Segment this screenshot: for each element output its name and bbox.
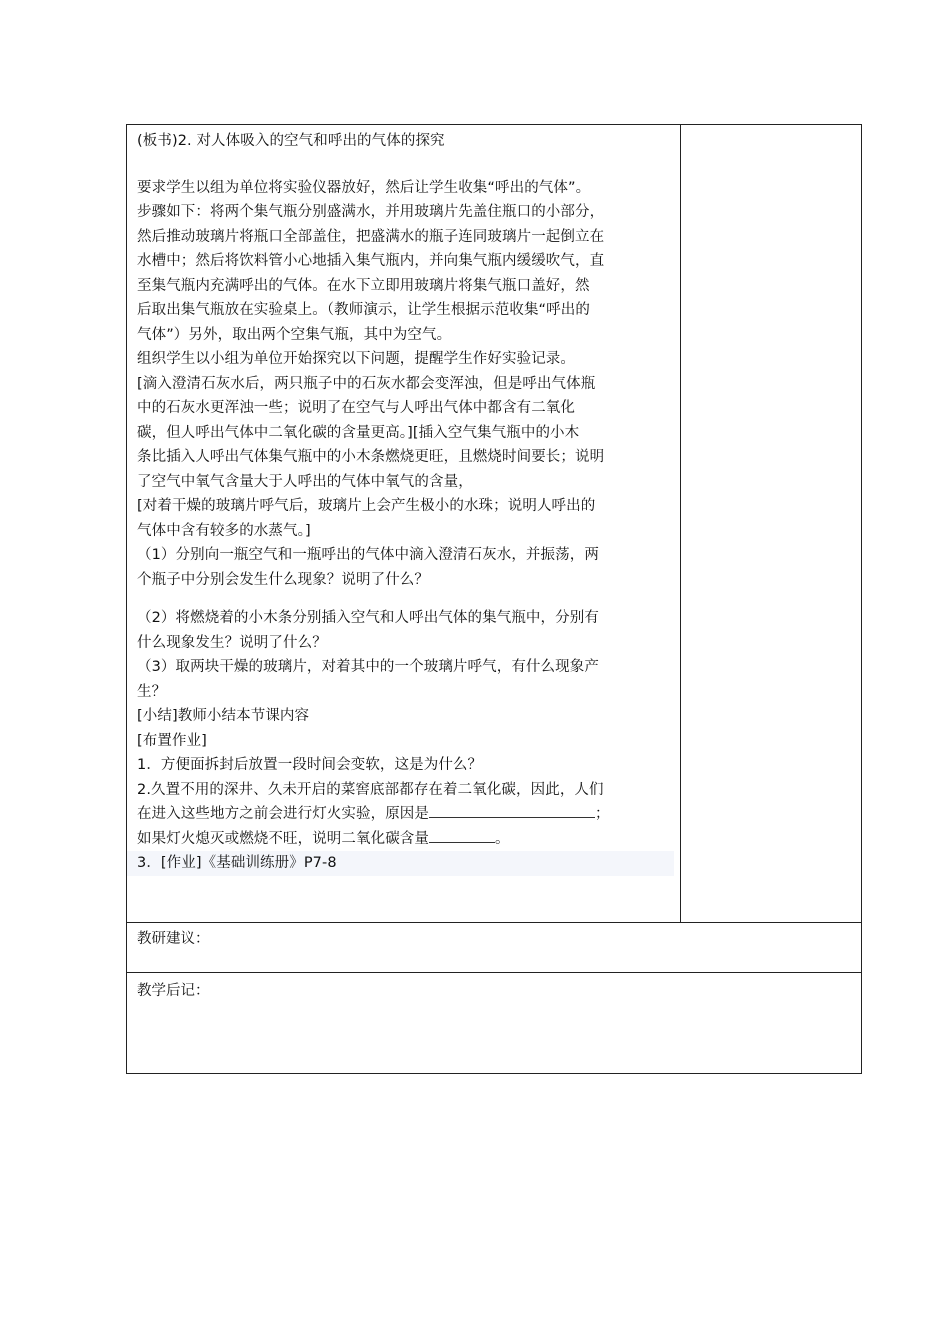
text-line: 步骤如下：将两个集气瓶分别盛满水，并用玻璃片先盖住瓶口的小部分， (137, 204, 605, 220)
text-line: 然后推动玻璃片将瓶口全部盖住，把盛满水的瓶子连同玻璃片一起倒立在 (137, 228, 605, 245)
text-line: 要求学生以组为单位将实验仪器放好，然后让学生收集“呼出的气体”。 (137, 179, 591, 196)
spacer (137, 154, 674, 176)
homework-item-2: 2.久置不用的深井、久未开启的菜窖底部都存在着二氧化碳，因此，人们 (137, 781, 604, 798)
question-3-line: 生？ (137, 683, 167, 700)
text-line: 气体中含有较多的水蒸气。] (137, 522, 311, 539)
text-line: 了空气中氧气含量大于人呼出的气体中氧气的含量， (137, 473, 473, 490)
question-1-line: （1）分别向一瓶空气和一瓶呼出的气体中滴入澄清石灰水，并振荡，两 (137, 547, 599, 563)
text-line: 水槽中；然后将饮料管小心地插入集气瓶内，并向集气瓶内缓缓吹气，直 (137, 253, 605, 269)
punctuation: ； (595, 806, 610, 822)
homework-item-1: 1．方便面拆封后放置一段时间会变软，这是为什么？ (137, 757, 483, 773)
text-line: [滴入澄清石灰水后，两只瓶子中的石灰水都会变浑浊，但是呼出气体瓶 (137, 375, 596, 392)
homework-item-2-line3 (137, 827, 674, 852)
text-line: [对着干燥的玻璃片呼气后，玻璃片上会产生极小的水珠；说明人呼出的 (137, 498, 596, 514)
lesson-plan-table (126, 124, 862, 1074)
homework-item-2-text: 在进入这些地方之前会进行灯火实验，原因是 (137, 806, 429, 822)
lesson-content-cell (127, 125, 681, 922)
homework-item-2-text: 如果灯火熄灭或燃烧不旺，说明二氧化碳含量 (137, 830, 429, 847)
question-1-line: 个瓶子中分别会发生什么现象？说明了什么？ (137, 571, 429, 588)
text-line: 后取出集气瓶放在实验桌上。（教师演示，让学生根据示范收集“呼出的 (137, 302, 590, 318)
answer-blank[interactable] (429, 828, 495, 843)
question-2-line: 什么现象发生？说明了什么？ (137, 634, 327, 651)
text-line: 中的石灰水更浑浊一些；说明了在空气与人呼出气体中都含有二氧化 (137, 400, 575, 416)
text-line: 气体”）另外，取出两个空集气瓶，其中为空气。 (137, 326, 452, 343)
text-line: 条比插入人呼出气体集气瓶中的小木条燃烧更旺，且燃烧时间要长；说明 (137, 449, 605, 465)
text-line: 碳，但人呼出气体中二氧化碳的含量更高。][插入空气集气瓶中的小木 (137, 424, 580, 441)
side-notes-cell (681, 125, 861, 922)
homework-heading: [布置作业] (137, 732, 207, 749)
homework-item-3: 3．[作业]《基础训练册》P7-8 (127, 851, 674, 876)
answer-blank[interactable] (429, 803, 595, 818)
research-advice-label: 教研建议： (137, 931, 210, 947)
board-title: (板书)2. 对人体吸入的空气和呼出的气体的探究 (137, 133, 445, 149)
question-2-line: （2）将燃烧着的小木条分别插入空气和人呼出气体的集气瓶中，分别有 (137, 610, 599, 626)
text-line: 至集气瓶内充满呼出的气体。在水下立即用玻璃片将集气瓶口盖好，然 (137, 277, 590, 294)
spacer (137, 592, 674, 606)
summary-line: [小结]教师小结本节课内容 (137, 708, 310, 724)
punctuation: 。 (495, 830, 510, 847)
question-3-line: （3）取两块干燥的玻璃片，对着其中的一个玻璃片呼气，有什么现象产 (137, 659, 599, 675)
homework-item-2-line2 (137, 802, 674, 827)
teaching-notes-label: 教学后记： (137, 983, 210, 999)
text-line: 组织学生以小组为单位开始探究以下问题，提醒学生作好实验记录。 (137, 351, 575, 367)
lesson-content-row (127, 125, 861, 923)
teaching-notes-row (127, 973, 861, 1073)
research-advice-row (127, 923, 861, 973)
